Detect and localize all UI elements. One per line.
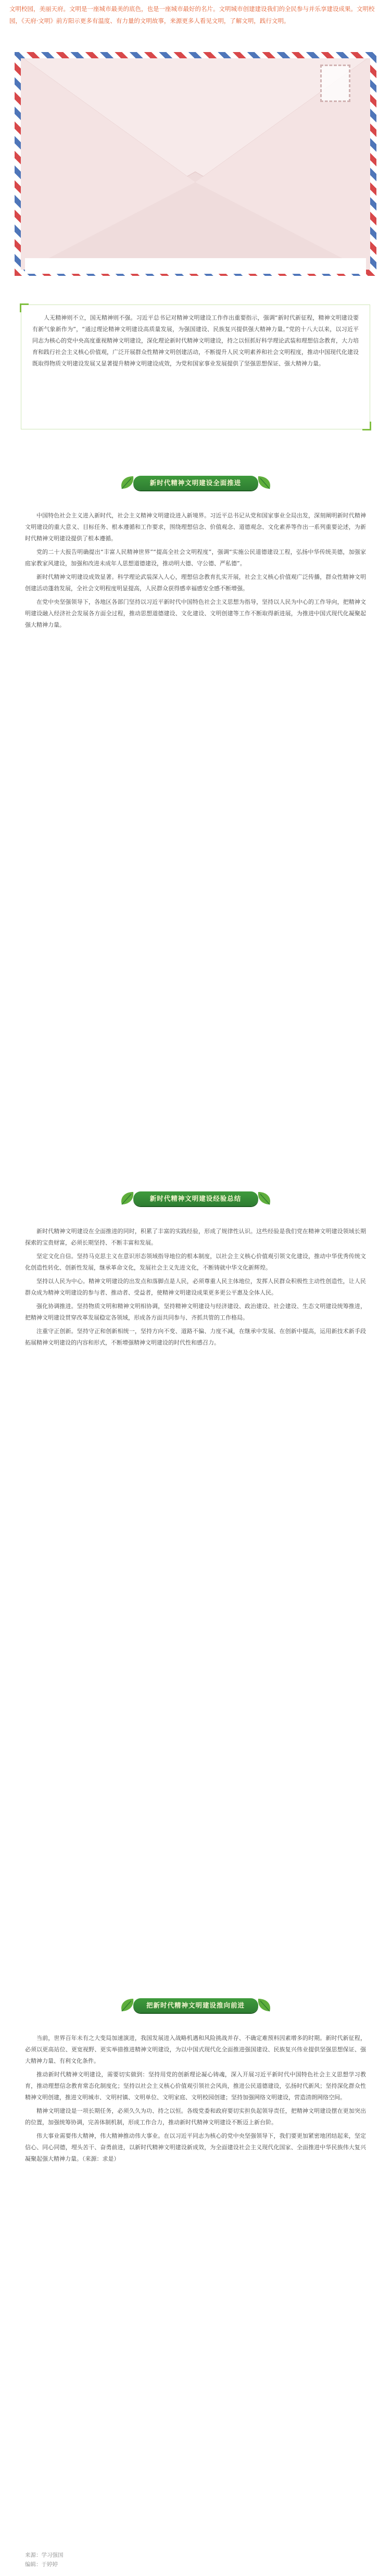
section-1-body (25, 510, 366, 633)
lead-paragraph: 人无精神则不立，国无精神则不强。习近平总书记对精神文明建设工作作出重要指示，强调“新时代新征程，精神文明建设要有新气象新作为”，“通过理论精神文明建设高质量发展，为强国建设、民族复兴提供强大精神力量。”党的十八大以来，以习近平同志为核心的党中央高度重视精神文明建设，深化理论新时代精神文明建设，持之以恒抓好科学理论武装和理想信念教育，大力培育和践行社会主义核心价值观，广泛开展群众性精神文明创建活动，不断提升人民文明素养和社会文明程度，推动中国现代化建设既取得物质文明建设发展又显著提升精神文明建设成效，为党和国家事业发展提供了坚强思想保证、强大精神力量。 (32, 314, 359, 367)
source-line: 来源：学习强国 (25, 2552, 64, 2558)
section-2-title: 新时代精神文明建设经验总结 (149, 1195, 242, 1202)
lead-section (25, 312, 366, 372)
section-3-paragraph: 精神文明建设是一项长期任务，必须久久为功、持之以恒。各级党委和政府要切实担负起领导责任，把精神文明建设摆在更加突出的位置，加强统筹协调，完善体制机制，形成工作合力，推动新时代精神文明建设不断迈上新台阶。 (25, 2108, 366, 2126)
leaf-icon (255, 1996, 274, 2014)
stamp-icon (320, 65, 350, 102)
letter-paper-top (25, 258, 366, 274)
section-3-banner (118, 1994, 274, 2017)
section-2-paragraph: 坚持以人民为中心。精神文明建设的出发点和落脚点是人民，必须尊重人民主体地位，发挥人民群众积极性主动性创造性，让人民群众成为精神文明建设的参与者、推动者、受益者，使精神文明建设成果更多更公平惠及全体人民。 (25, 1278, 366, 1296)
section-3-paragraph: 伟大事业需要伟大精神，伟大精神推动伟大事业。在以习近平同志为核心的党中央坚强领导下，我们要更加紧密地团结起来，坚定信心、同心同德，埋头苦干、奋勇前进，以新时代精神文明建设新成效，为全面建设社会主义现代化国家、全面推进中华民族伟大复兴凝聚起强大精神力量。（来源：求是） (25, 2133, 366, 2162)
section-1-paragraph: 党的二十大报告明确提出“丰富人民精神世界”“提高全社会文明程度”，强调“实施公民道德建设工程，弘扬中华传统美德，加强家庭家教家风建设，加强和改进未成年人思想道德建设，推动明大德、守公德、严私德”。 (25, 549, 366, 567)
section-2-paragraph: 强化协调推进。坚持物质文明和精神文明相协调，坚持精神文明建设与经济建设、政治建设、社会建设、生态文明建设统筹推进，把精神文明建设贯穿改革发展稳定各领域，形成各方面共同参与、齐抓共管的工作格局。 (25, 1303, 366, 1321)
section-3-paragraph: 当前，世界百年未有之大变局加速演进，我国发展进入战略机遇和风险挑战并存、不确定难预料因素增多的时期。新时代新征程，必须以更高站位、更宽视野、更实举措推进精神文明建设，为以中国式现代化全面推进强国建设、民族复兴伟业提供坚强思想保证、强大精神力量、有利文化条件。 (25, 2035, 366, 2064)
section-1-paragraph: 在党中央坚强领导下，各地区各部门坚持以习近平新时代中国特色社会主义思想为指导，坚持以人民为中心的工作导向，把精神文明建设融入经济社会发展各方面全过程，推动思想道德建设、文化建设、文明创建等工作不断取得新进展，为推进中国式现代化凝聚起强大精神力量。 (25, 599, 366, 628)
envelope-illustration (15, 52, 376, 276)
section-2-paragraph: 新时代精神文明建设在全面推进的同时，积累了丰富的实践经验，形成了规律性认识。这些经验是我们党在精神文明建设领域长期探索的宝贵财富，必须长期坚持、不断丰富和发展。 (25, 1228, 366, 1246)
section-3-paragraph: 推动新时代精神文明建设，需要切实做到：坚持用党的创新理论凝心铸魂，深入开展习近平新时代中国特色社会主义思想学习教育，推动理想信念教育常态化制度化；坚持以社会主义核心价值观引领社会风尚，推进公民道德建设，弘扬时代新风；坚持深化群众性精神文明创建，推进文明城市、文明村镇、文明单位、文明家庭、文明校园创建；坚持加强网络文明建设，营造清朗网络空间。 (25, 2071, 366, 2101)
section-3-body (25, 2033, 366, 2167)
section-1-banner (118, 471, 274, 495)
section-1-paragraph: 中国特色社会主义进入新时代，社会主义精神文明建设进入新境界。习近平总书记从党和国家事业全局出发，深刻阐明新时代精神文明建设的重大意义、目标任务、根本遵循和工作要求，围绕理想信念、价值观念、道德观念、文化素养等作出一系列重要论述，为新时代精神文明建设提供了根本遵循。 (25, 512, 366, 542)
leaf-icon (255, 1189, 274, 1208)
section-3-title: 把新时代精神文明建设推向前进 (146, 2001, 245, 2009)
intro-text: 文明校园，美丽天府。文明是一座城市最美的底色，也是一座城市最好的名片。文明城市创建建设我们的全民参与并乐享建设成果。文明校园，《天府·文明》前方阳示更多有温度、有力量的文明故事，来源更多人看见文明，了解文明，践行文明。 (9, 5, 375, 24)
section-2-body (25, 1226, 366, 1351)
section-2-paragraph: 坚定文化自信。坚持马克思主义在意识形态领域指导地位的根本制度，以社会主义核心价值观引领文化建设，推动中华优秀传统文化创造性转化、创新性发展，继承革命文化，发展社会主义先进文化，不断铸就中华文化新辉煌。 (25, 1253, 366, 1271)
section-1-paragraph: 新时代精神文明建设成效显著。科学理论武装深入人心，理想信念教育扎实开展，社会主义核心价值观广泛传播，群众性精神文明创建活动蓬勃发展，全社会文明程度明显提高，人民群众获得感幸福感安全感不断增强。 (25, 574, 366, 592)
article-footer (25, 2550, 64, 2569)
section-1-title: 新时代精神文明建设全面推进 (149, 479, 242, 487)
editor-line: 编辑：于婷婷 (25, 2561, 58, 2568)
section-2-banner (118, 1187, 274, 1211)
leaf-icon (255, 473, 274, 492)
section-2-paragraph: 注重守正创新。坚持守正和创新相统一，坚持方向不变、道路不偏、力度不减，在继承中发展、在创新中提高，运用新技术新手段拓展精神文明建设的内容和形式，不断增强精神文明建设的时代性和感召力。 (25, 1328, 366, 1346)
